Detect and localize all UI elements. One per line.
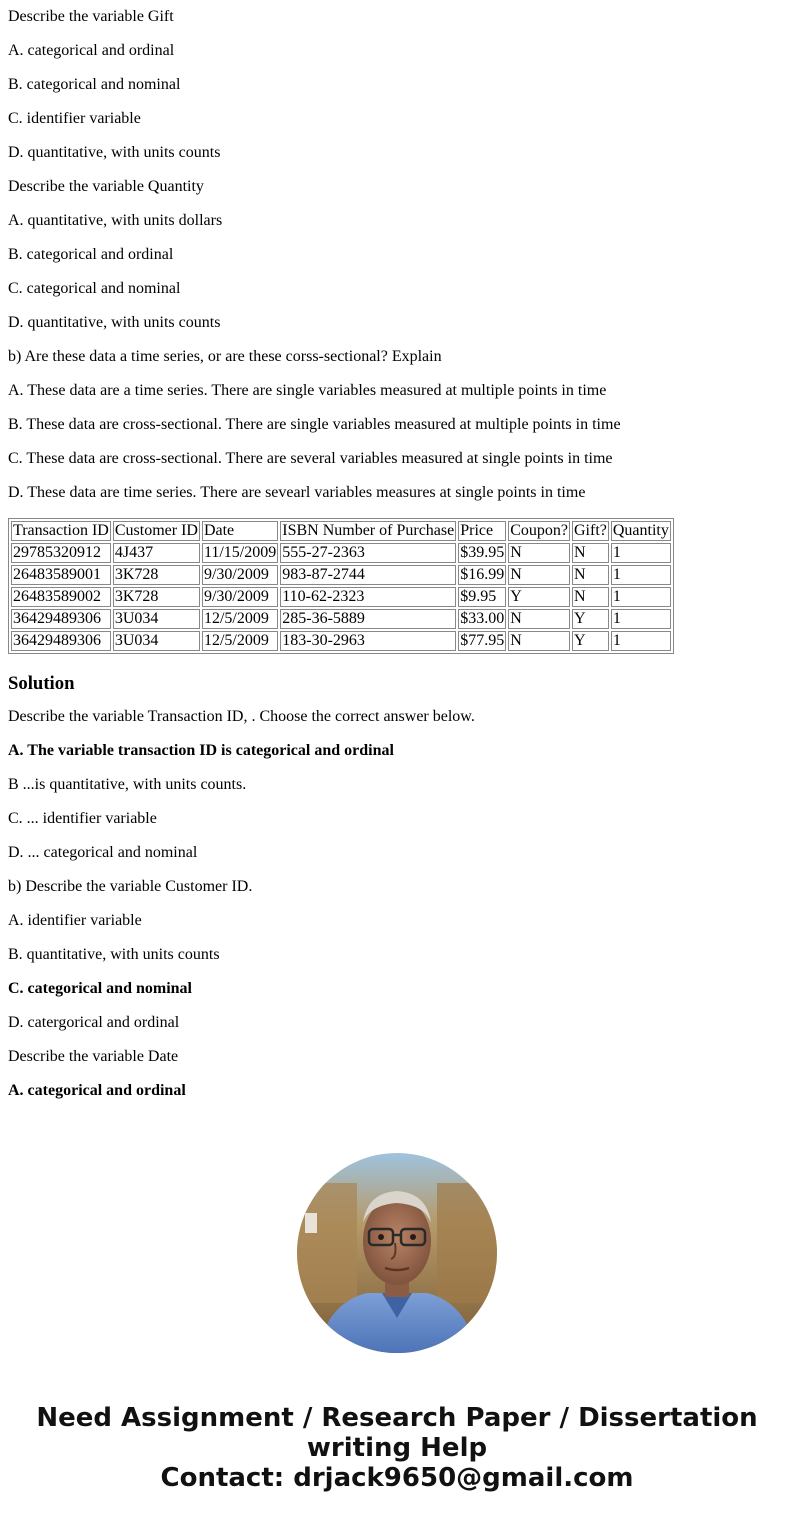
table-cell: N [572, 543, 609, 563]
question-line: D. These data are time series. There are sevearl variables measures at single points in time [8, 484, 586, 501]
table-cell: 3U034 [113, 609, 200, 629]
promo-line: Need Assignment / Research Paper / Dissertation [36, 1403, 758, 1433]
question-line: A. These data are a time series. There are single variables measured at multiple points in time [8, 382, 607, 399]
table-cell: N [508, 609, 570, 629]
table-cell: $33.00 [460, 610, 505, 627]
table-row [11, 609, 671, 629]
table-cell: 555-27-2363 [280, 543, 456, 563]
table-cell: 1 [611, 565, 671, 585]
solution-line: A. identifier variable [8, 912, 142, 929]
question-line: D. quantitative, with units counts [8, 144, 221, 161]
table-cell: 9/30/2009 [202, 565, 278, 585]
table-cell: $9.95 [458, 587, 506, 607]
solution-line: B ...is quantitative, with units counts. [8, 776, 247, 793]
answer-text: A. categorical and ordinal [8, 1082, 186, 1099]
solution-list [8, 700, 786, 1108]
question-line: C. identifier variable [8, 110, 141, 127]
table-cell: 12/5/2009 [202, 631, 278, 651]
table-cell: N [508, 543, 570, 563]
question-line: D. quantitative, with units counts [8, 314, 221, 331]
table-cell: 3U034 [113, 631, 200, 651]
table-cell: 3K728 [113, 565, 200, 585]
question-line: b) Are these data a time series, or are these corss-sectional? Explain [8, 348, 442, 365]
table-header-cell: Price [458, 521, 506, 541]
question-line: Describe the variable Gift [8, 8, 174, 25]
table-cell: $39.95 [460, 544, 505, 561]
promo-line: writing Help [306, 1433, 488, 1463]
solution-line-answer [8, 972, 786, 1006]
question-line: Describe the variable Quantity [8, 178, 204, 195]
solution-line: Describe the variable Transaction ID, . Choose the correct answer below. [8, 708, 475, 725]
solution-heading: Solution [8, 673, 75, 694]
question-line: B. categorical and nominal [8, 76, 181, 93]
table-cell: 1 [611, 543, 671, 563]
table-row [11, 631, 671, 651]
table-cell: 9/30/2009 [202, 587, 278, 607]
table-cell: 36429489306 [11, 631, 111, 651]
table-cell: $16.99 [460, 566, 505, 583]
table-header-cell: Coupon? [510, 522, 568, 539]
table-header-cell: Customer ID [114, 522, 198, 539]
table-cell: 285-36-5889 [280, 609, 456, 629]
table-cell: 1 [611, 587, 671, 607]
table-cell: 1 [611, 631, 671, 651]
solution-line-answer [8, 1074, 786, 1108]
table-header-cell: ISBN Number of Purchase [282, 522, 455, 539]
table-cell: 29785320912 [11, 543, 111, 563]
table-cell: 183-30-2963 [280, 631, 456, 651]
table-cell: 983-87-2744 [280, 565, 456, 585]
table-cell: 26483589002 [11, 587, 111, 607]
question-line: A. quantitative, with units dollars [8, 212, 223, 229]
table-cell: Y [572, 631, 609, 651]
table-cell: 3K728 [113, 587, 200, 607]
author-photo [297, 1153, 497, 1353]
solution-line: C. ... identifier variable [8, 810, 157, 827]
portrait-image [297, 1153, 497, 1353]
table-cell: N [508, 565, 570, 585]
table-row [11, 587, 671, 607]
table-header-cell: Gift? [574, 522, 607, 539]
table-row [11, 565, 671, 585]
table-cell: 12/5/2009 [202, 609, 278, 629]
question-line: C. categorical and nominal [8, 280, 181, 297]
table-cell: 4J437 [113, 543, 200, 563]
solution-line: b) Describe the variable Customer ID. [8, 878, 253, 895]
answer-text: A. The variable transaction ID is categorical and ordinal [8, 742, 394, 759]
table-row [11, 543, 671, 563]
table-header-row [11, 521, 671, 541]
table-header-cell: Date [202, 521, 278, 541]
question-line: B. These data are cross-sectional. There are single variables measured at multiple points in time [8, 416, 621, 433]
promo-contact: Contact: drjack9650@gmail.com [160, 1463, 634, 1493]
table-cell: N [508, 631, 570, 651]
question-list [8, 0, 786, 510]
table-cell: 26483589001 [11, 565, 111, 585]
solution-line: Describe the variable Date [8, 1048, 179, 1065]
table-cell: 110-62-2323 [280, 587, 456, 607]
table-cell: N [572, 587, 609, 607]
solution-line-answer [8, 734, 786, 768]
table-cell: Y [508, 587, 570, 607]
table-cell: $77.95 [460, 632, 505, 649]
table-cell: 11/15/2009 [203, 544, 277, 561]
table-header-cell: Quantity [612, 522, 669, 539]
transactions-table [8, 518, 674, 654]
table-cell: 1 [611, 609, 671, 629]
solution-line: B. quantitative, with units counts [8, 946, 220, 963]
table-cell: 36429489306 [11, 609, 111, 629]
solution-line: D. ... categorical and nominal [8, 844, 198, 861]
table-header-cell: Transaction ID [13, 522, 109, 539]
answer-text: C. categorical and nominal [8, 980, 192, 997]
solution-line: D. catergorical and ordinal [8, 1014, 180, 1031]
promo-banner [0, 1403, 794, 1493]
question-line: A. categorical and ordinal [8, 42, 175, 59]
table-cell: N [572, 565, 609, 585]
table-cell: Y [572, 609, 609, 629]
question-line: B. categorical and ordinal [8, 246, 174, 263]
question-line: C. These data are cross-sectional. There are several variables measured at single points in time [8, 450, 613, 467]
